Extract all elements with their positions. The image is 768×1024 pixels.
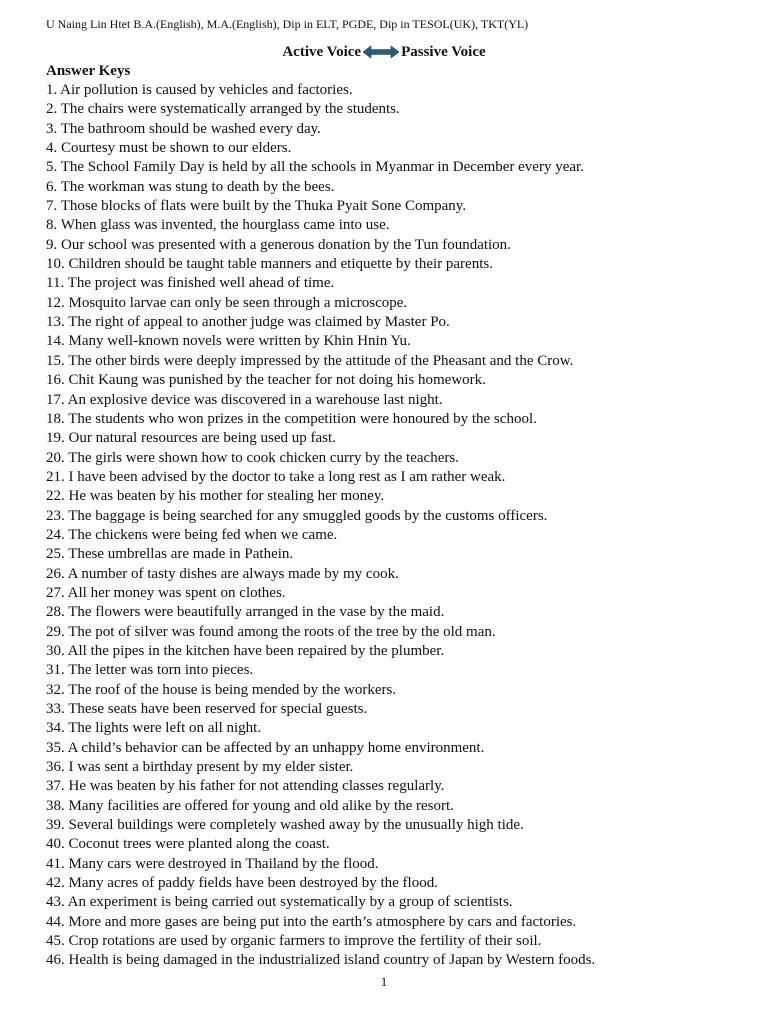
section-heading-answer-keys: Answer Keys xyxy=(46,63,131,79)
answer-list xyxy=(46,81,595,971)
double-headed-arrow-icon xyxy=(363,45,399,59)
answer-item: 14. Many well-known novels were written by Khin Hnin Yu. xyxy=(46,333,411,350)
page-number: 1 xyxy=(380,974,388,989)
answer-item: 46. Health is being damaged in the industrialized island country of Japan by Western foods. xyxy=(46,952,596,969)
answer-item: 30. All the pipes in the kitchen have been repaired by the plumber. xyxy=(46,642,445,659)
answer-item: 24. The chickens were being fed when we came. xyxy=(46,526,338,543)
answer-item: 31. The letter was torn into pieces. xyxy=(46,662,254,679)
answer-item: 40. Coconut trees were planted along the coast. xyxy=(46,836,330,853)
answer-item: 37. He was beaten by his father for not attending classes regularly. xyxy=(46,778,445,795)
title-active-voice: Active Voice xyxy=(282,44,362,60)
answer-item: 36. I was sent a birthday present by my elder sister. xyxy=(46,759,354,776)
answer-item: 6. The workman was stung to death by the bees. xyxy=(46,178,335,195)
answer-item: 11. The project was finished well ahead of time. xyxy=(46,275,335,292)
answer-item: 41. Many cars were destroyed in Thailand by the flood. xyxy=(46,855,379,872)
answer-item: 2. The chairs were systematically arranged by the students. xyxy=(46,101,400,118)
answer-item: 18. The students who won prizes in the competition were honoured by the school. xyxy=(46,410,537,427)
answer-item: 1. Air pollution is caused by vehicles and factories. xyxy=(46,82,353,98)
answer-item: 23. The baggage is being searched for any smuggled goods by the customs officers. xyxy=(46,507,548,524)
answer-item: 20. The girls were shown how to cook chicken curry by the teachers. xyxy=(46,449,459,466)
answer-item: 26. A number of tasty dishes are always made by my cook. xyxy=(46,565,399,582)
answer-item: 9. Our school was presented with a generous donation by the Tun foundation. xyxy=(46,236,511,253)
answer-item: 45. Crop rotations are used by organic farmers to improve the fertility of their soil. xyxy=(46,933,542,950)
answer-item: 21. I have been advised by the doctor to take a long rest as I am rather weak. xyxy=(46,468,506,485)
answer-item: 8. When glass was invented, the hourglass came into use. xyxy=(46,217,390,234)
answer-item: 25. These umbrellas are made in Pathein. xyxy=(46,546,294,563)
answer-item: 29. The pot of silver was found among the roots of the tree by the old man. xyxy=(46,623,496,640)
answer-item: 17. An explosive device was discovered in a warehouse last night. xyxy=(46,391,443,408)
answer-item: 27. All her money was spent on clothes. xyxy=(46,584,286,601)
answer-item: 35. A child’s behavior can be affected by an unhappy home environment. xyxy=(46,739,485,756)
answer-item: 33. These seats have been reserved for special guests. xyxy=(46,701,368,717)
answer-item: 32. The roof of the house is being mended by the workers. xyxy=(46,681,397,698)
answer-item: 44. More and more gases are being put into the earth’s atmosphere by cars and factories. xyxy=(46,913,577,930)
answer-item: 13. The right of appeal to another judge was claimed by Master Po. xyxy=(46,314,450,331)
title-passive-voice: Passive Voice xyxy=(401,44,486,60)
answer-item: 15. The other birds were deeply impressed by the attitude of the Pheasant and the Crow. xyxy=(46,352,574,369)
page-title xyxy=(0,43,768,61)
answer-item: 42. Many acres of paddy fields have been destroyed by the flood. xyxy=(46,875,438,892)
answer-item: 16. Chit Kaung was punished by the teacher for not doing his homework. xyxy=(46,372,486,389)
answer-item: 4. Courtesy must be shown to our elders. xyxy=(46,140,292,157)
answer-item: 34. The lights were left on all night. xyxy=(46,720,262,737)
author-header: U Naing Lin Htet B.A.(English), M.A.(English), Dip in ELT, PGDE, Dip in TESOL(UK), TKT(YL) xyxy=(46,17,529,31)
answer-item: 7. Those blocks of flats were built by the Thuka Pyait Sone Company. xyxy=(46,198,467,215)
answer-item: 39. Several buildings were completely washed away by the unusually high tide. xyxy=(46,817,524,834)
answer-item: 38. Many facilities are offered for young and old alike by the resort. xyxy=(46,797,454,814)
answer-item: 28. The flowers were beautifully arranged in the vase by the maid. xyxy=(46,604,445,621)
answer-item: 3. The bathroom should be washed every day. xyxy=(46,120,321,137)
answer-item: 19. Our natural resources are being used up fast. xyxy=(46,430,336,447)
answer-item: 43. An experiment is being carried out systematically by a group of scientists. xyxy=(46,894,513,911)
answer-item: 12. Mosquito larvae can only be seen through a microscope. xyxy=(46,294,408,311)
answer-item: 5. The School Family Day is held by all the schools in Myanmar in December every year. xyxy=(46,159,584,176)
answer-item: 22. He was beaten by his mother for stealing her money. xyxy=(46,488,385,505)
answer-item: 10. Children should be taught table manners and etiquette by their parents. xyxy=(46,256,493,273)
